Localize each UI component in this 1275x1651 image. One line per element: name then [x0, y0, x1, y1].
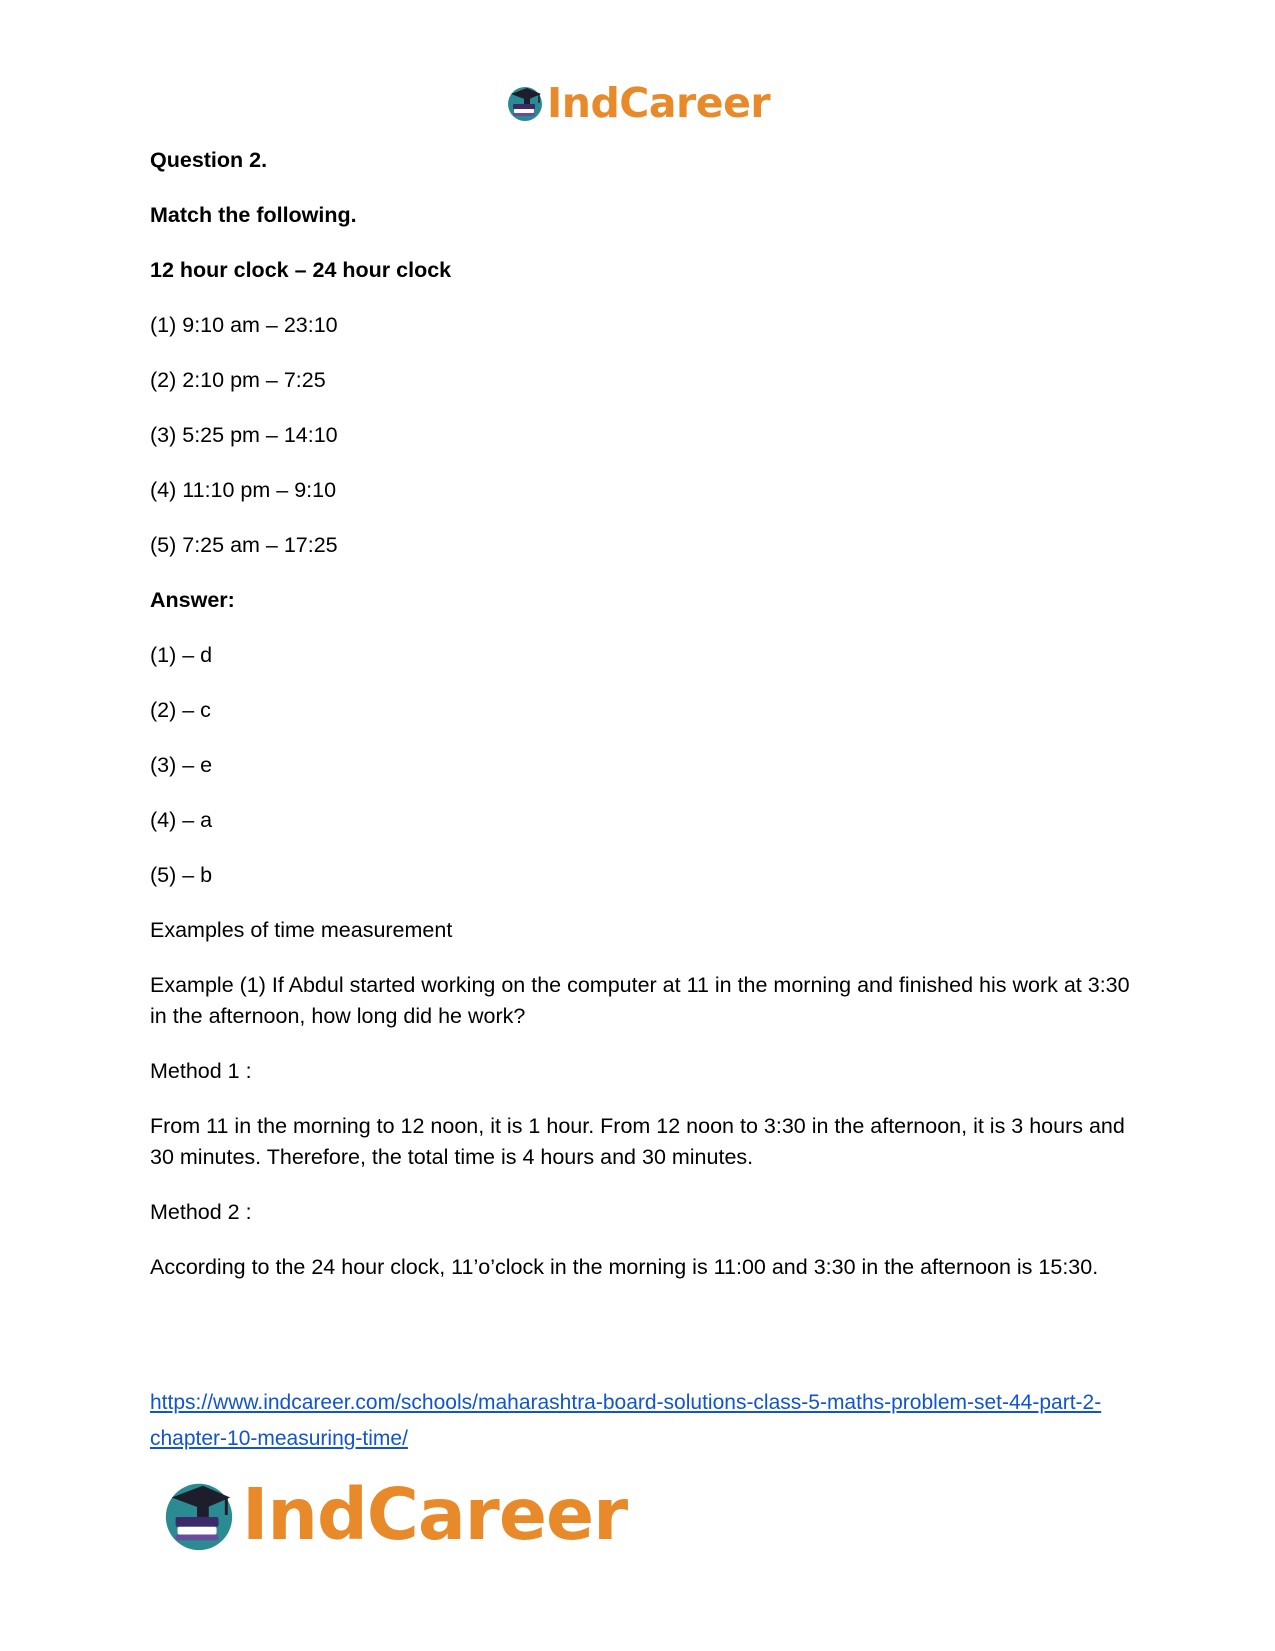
method-1-text: From 11 in the morning to 12 noon, it is 1 hour. From 12 noon to 3:30 in the afternoon, it is 3 hours and 30 minutes. Therefore, the total time is 4 hours and 30 minutes.: [150, 1114, 1131, 1169]
examples-heading: Examples of time measurement: [150, 918, 453, 942]
source-link[interactable]: https://www.indcareer.com/schools/maharashtra-board-solutions-class-5-maths-problem-set-44-part-2-chapter-10-measuring-time/: [150, 1391, 1102, 1450]
answer-item: (5) – b: [150, 863, 213, 887]
answer-item: (2) – c: [150, 698, 211, 722]
match-item: (4) 11:10 pm – 9:10: [150, 478, 337, 502]
answer-item: (3) – e: [150, 753, 213, 777]
match-header: 12 hour clock – 24 hour clock: [150, 258, 452, 282]
match-item: (5) 7:25 am – 17:25: [150, 533, 338, 557]
method-2-label: Method 2 :: [150, 1200, 252, 1224]
answer-label: Answer:: [150, 588, 235, 612]
brand-name: IndCareer: [242, 1473, 628, 1556]
graduation-book-icon: [505, 83, 545, 123]
header-logo: [505, 78, 770, 128]
graduation-book-icon: [160, 1476, 238, 1554]
match-item: (3) 5:25 pm – 14:10: [150, 423, 338, 447]
answer-item: (1) – d: [150, 643, 213, 667]
document-body: [150, 145, 1136, 1307]
match-item: (2) 2:10 pm – 7:25: [150, 368, 326, 392]
match-item: (1) 9:10 am – 23:10: [150, 313, 338, 337]
answer-item: (4) – a: [150, 808, 213, 832]
question-number: Question 2.: [150, 148, 268, 172]
example-1-text: Example (1) If Abdul started working on the computer at 11 in the morning and finished his work at 3:30 in the afternoon, how long did he work?: [150, 973, 1136, 1028]
method-1-label: Method 1 :: [150, 1059, 252, 1083]
method-2-text: According to the 24 hour clock, 11’o’clock in the morning is 11:00 and 3:30 in the afternoon is 15:30.: [150, 1255, 1099, 1279]
question-instruction: Match the following.: [150, 203, 357, 227]
brand-name: IndCareer: [547, 79, 771, 127]
footer-logo: [160, 1472, 627, 1558]
